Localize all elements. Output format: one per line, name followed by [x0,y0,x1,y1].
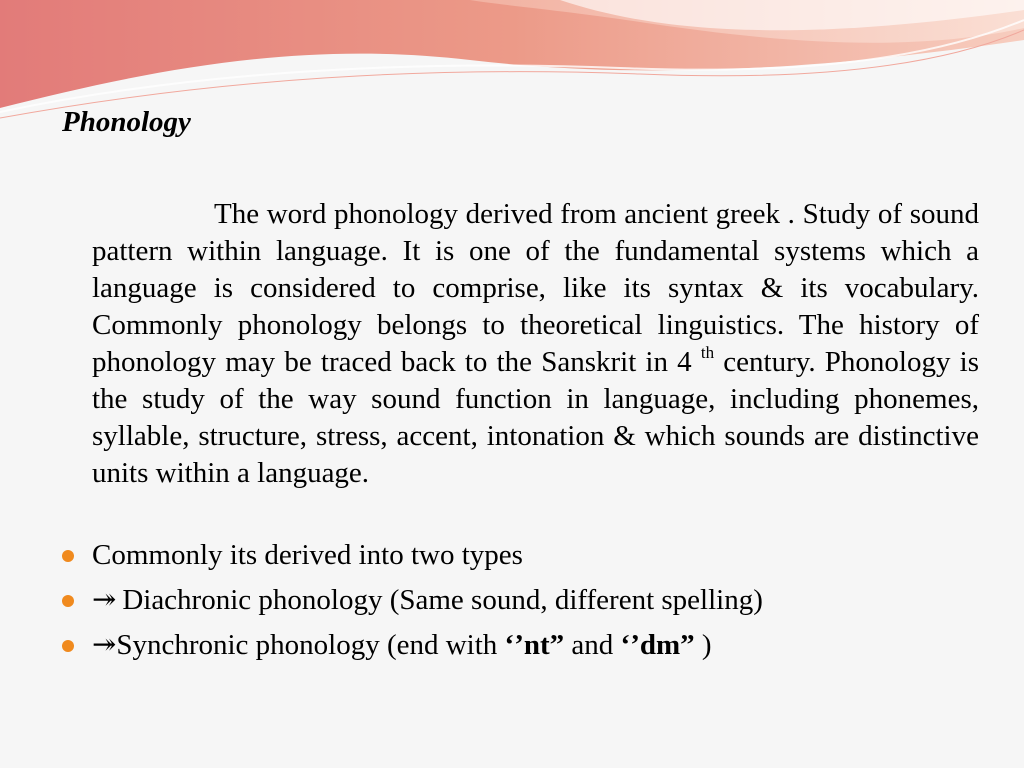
bullet-text: Synchronic phonology (end with [116,629,505,661]
bullet-item-types [62,533,992,578]
bullet-item-synchronic [62,623,992,668]
bullet-dot-icon [62,550,74,562]
bullet-dot-icon [62,595,74,607]
bullet-list [62,533,992,668]
bullet-text-end: ) [694,629,712,661]
ordinal-superscript: th [700,343,715,362]
bullet-text: Commonly its derived into two types [92,539,523,571]
bullet-item-diachronic [62,578,992,623]
bold-term-dm: ‘’dm” [620,629,695,661]
bullet-dot-icon [62,640,74,652]
bullet-text-mid: and [564,629,621,661]
slide-title: Phonology [62,106,191,138]
double-arrow-icon: ↠ [92,629,117,661]
paragraph-rest-text: century. Phonology is the study of the way sound function in language, including phonemes, syllable, structure, stress, accent, intonation & which sounds are distinctive units within a language. [92,346,980,489]
paragraph-intro-text: The word phonology derived from ancient greek . Study of sound pattern within language. It is one of the fundamental systems which a language is considered to comprise, like its syntax & its vocabulary. Commonly phonology belongs to theoretical linguistics. The history of phonology may be traced back to the Sanskrit in 4 [92,198,979,378]
bold-term-nt: ‘’nt” [504,629,565,661]
double-arrow-icon: ↠ [92,584,117,616]
body-paragraph [92,196,979,492]
bullet-text: Diachronic phonology (Same sound, different spelling) [122,584,763,616]
